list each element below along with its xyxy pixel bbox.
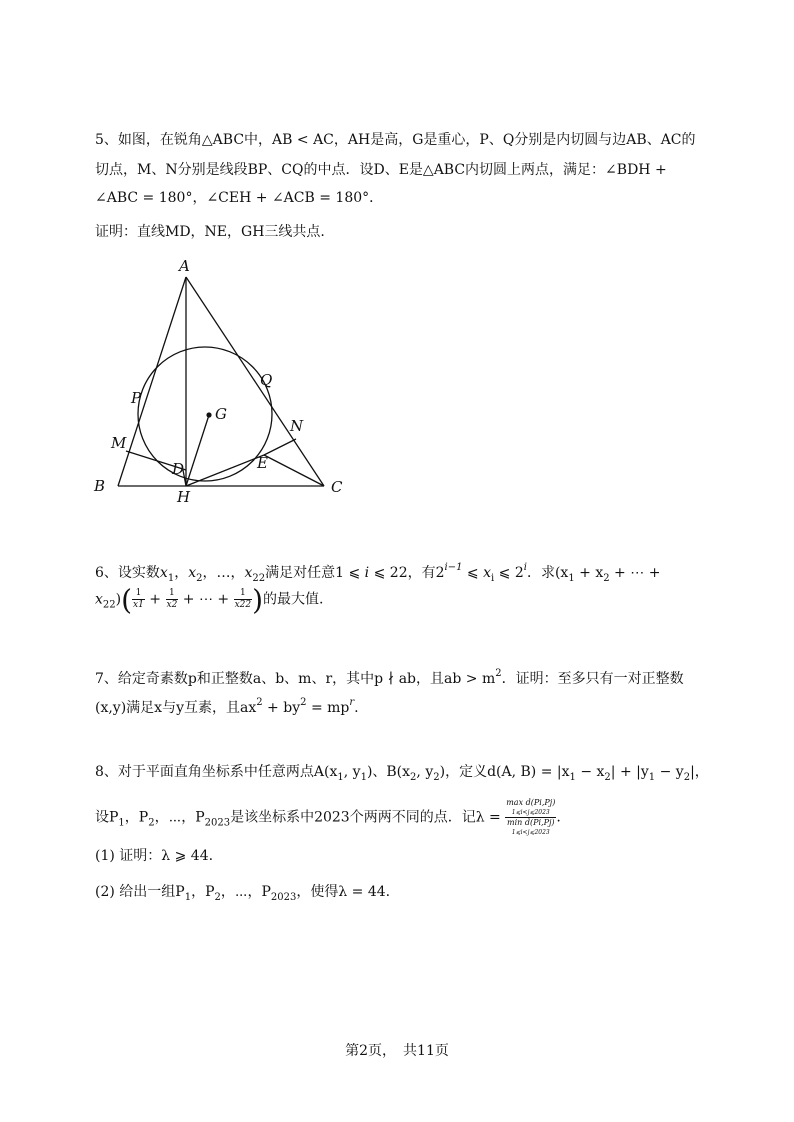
problem8-line1: 8、对于平面直角坐标系中任意两点$A(x_1$, $y_1$)、$B(x_2$, $y_2$)，定义d(A, $B) = |x_1 - x_2| + |y_1 - y_2|$， xyxy=(95,764,709,783)
label-C: C xyxy=(331,478,343,496)
label-D: D xyxy=(172,460,185,478)
page-footer: 第2页， 共11页 xyxy=(345,1043,449,1059)
geometry-figure xyxy=(88,255,358,505)
label-Q: Q xyxy=(260,371,273,389)
problem7-line2: (x,y)满足x与y互素，且$ax^2 + by^2 = mp^r$. xyxy=(95,697,359,716)
label-E: E xyxy=(257,454,268,472)
problem5-line2: 切点，M、N分别是线段BP、CQ的中点．设D、E是△ABC内切圆上两点，满足：∠BDH + xyxy=(95,162,667,178)
segment-GH xyxy=(186,415,209,486)
problem5-line3: ∠ABC = 180°，∠CEH + ∠ACB = 180°． xyxy=(95,190,384,206)
label-A: A xyxy=(179,257,190,275)
label-P: P xyxy=(131,389,142,407)
problem6-line2: $x_{22}$)( $\frac{1}{x1}$ + $\frac{1}{x2}$ + ⋯ + $\frac{1}{x22}$ )的最大值. xyxy=(95,583,324,617)
problem6-line1: 6、设实数$x_1$，$x_2$，…，$x_{22}$满足对任意1 ⩽ i ⩽ 22，有$2^{i-1}$ ⩽ $x_i$ ⩽ 2$^i$．求($x_1 + x_2$ + ⋯ + xyxy=(95,562,661,584)
side-AC xyxy=(186,277,324,486)
label-N: N xyxy=(290,417,304,435)
problem7-line1: 7、给定奇素数p和正整数a、b、m、r，其中p ∤ ab，且ab > $m^2$．证明：至多只有一对正整数 xyxy=(95,668,684,687)
label-H: H xyxy=(177,488,191,505)
label-G: G xyxy=(215,405,227,423)
lambda-fraction: max d(Pi,Pj) 1⩽i<j⩽2023 min d(Pi,Pj) 1⩽i<j⩽2023 xyxy=(506,798,556,836)
problem8-question2: (2) 给出一组$P_1$，$P_2$，⋯，$P_{2023}$，使得λ = 44. xyxy=(95,884,391,903)
problem5-line1: 5、如图，在锐角△ABC中，AB < AC，AH是高，G是重心，P、Q分别是内切圆与边AB、AC的 xyxy=(95,132,696,148)
point-G xyxy=(206,412,211,417)
problem8-line2: 设$P_1$，$P_2$，⋯，$P_{2023}$是该坐标系中2023个两两不同的点．记λ = max d(Pi,Pj) 1⩽i<j⩽2023 min d(Pi,Pj) 1⩽i<j⩽2023 . xyxy=(95,798,561,836)
segment-HE xyxy=(186,455,264,486)
label-B: B xyxy=(94,477,106,495)
label-M: M xyxy=(111,434,127,452)
segment-EC xyxy=(264,455,324,486)
problem8-question1: (1) 证明：λ ⩾ 44. xyxy=(95,848,214,864)
problem5-statement: 证明：直线MD，NE，GH三线共点. xyxy=(95,224,325,240)
segment-EN xyxy=(264,439,296,455)
